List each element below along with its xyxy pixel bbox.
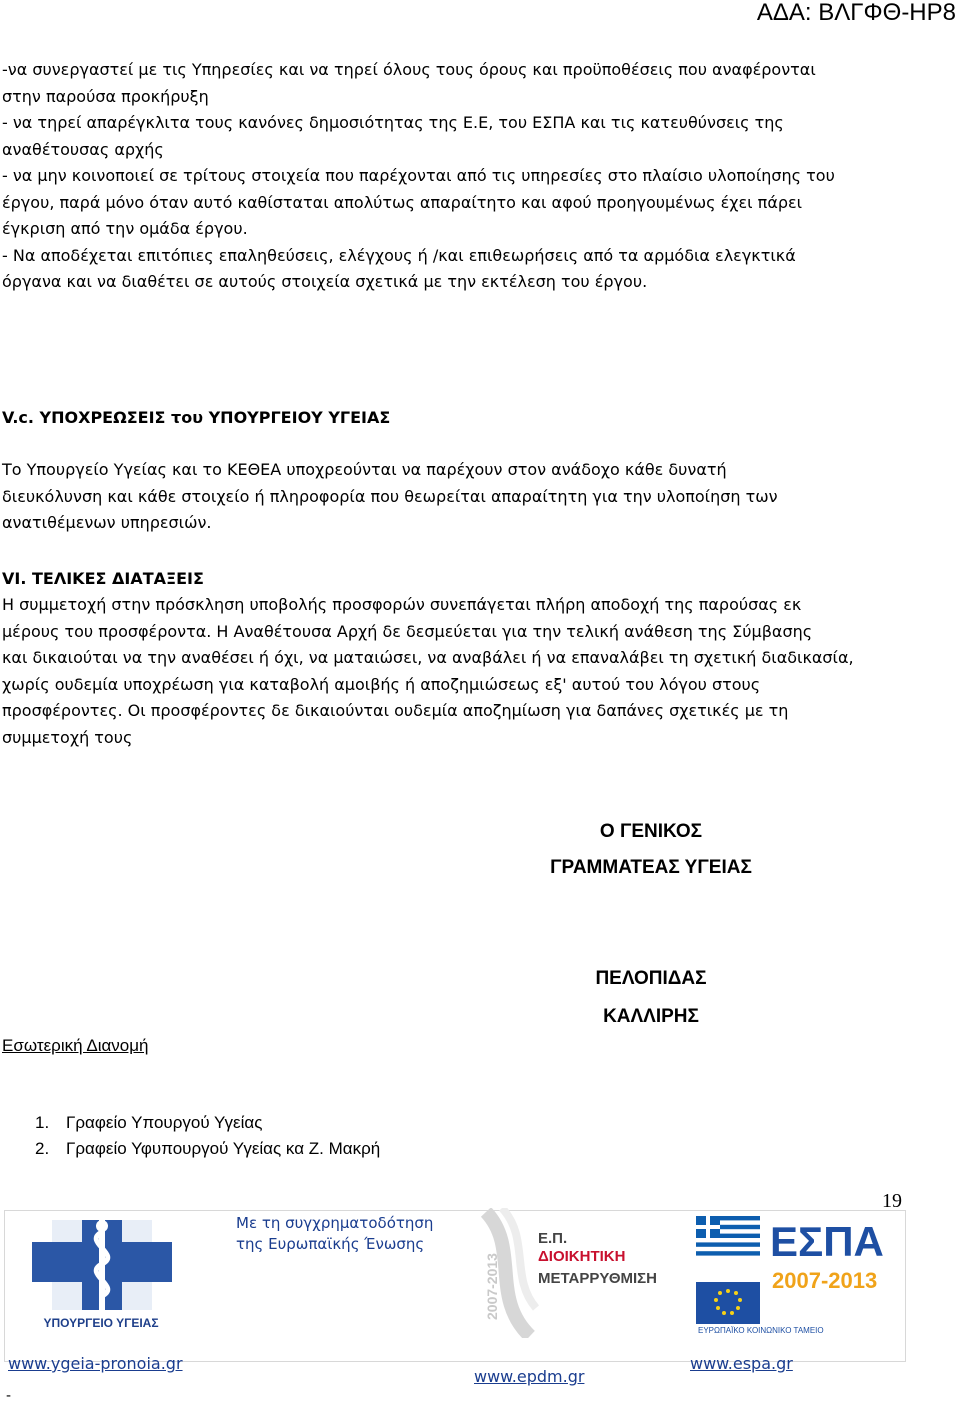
section-vc-heading: V.c. ΥΠΟΧΡΕΩΣΕΙΣ του ΥΠΟΥΡΓΕΙΟΥ ΥΓΕΙΑΣ	[2, 408, 391, 427]
epdm-line2: ΔΙΟΙΚΗΤΙΚΗ	[538, 1248, 626, 1265]
intro-line: - Να αποδέχεται επιτόπιες επαληθεύσεις, ελέγχους ή /και επιθεωρήσεις από τα αρμόδια ελεγκτικά	[2, 245, 796, 265]
section-vi-line: χωρίς ουδεμία υποχρέωση για καταβολή αμοιβής ή αποζημιώσεως εξ' αυτού του λόγου στους	[2, 674, 761, 694]
signature-name-line1: ΠΕΛΟΠΙΔΑΣ	[595, 968, 707, 989]
section-vi-text	[2, 592, 904, 751]
list-number: 1.	[35, 1113, 50, 1132]
trailing-dash: -	[6, 1388, 12, 1404]
signature-title-line1: Ο ΓΕΝΙΚΟΣ	[599, 821, 703, 842]
intro-line: - να μην κοινοποιεί σε τρίτους στοιχεία που παρέχονται από τις υπηρεσίες στο πλαίσιο υλοποίησης του	[2, 166, 835, 185]
intro-line: όργανα και να διαθέτει σε αυτούς στοιχεία σχετικά με την εκτέλεση του έργου.	[2, 272, 648, 291]
caduceus-cross-icon	[8, 1212, 194, 1330]
distribution-title: Εσωτερική Διανομή	[2, 1036, 149, 1055]
page-number: 19	[882, 1190, 902, 1212]
section-vi-heading: VI. ΤΕΛΙΚΕΣ ΔΙΑΤΑΞΕΙΣ	[2, 569, 204, 588]
ministry-logo	[8, 1212, 194, 1330]
section-vi-line: και δικαιούται να την αναθέσει ή όχι, να ματαιώσει, να αναβάλει ή να επαναλάβει τη σχετική διαδικασία,	[2, 648, 854, 667]
link-espa[interactable]: www.espa.gr	[690, 1354, 793, 1373]
intro-line: -να συνεργαστεί με τις Υπηρεσίες και να τηρεί όλους τους όρους και προϋποθέσεις που αναφέρονται	[2, 60, 816, 79]
espa-years: 2007-2013	[772, 1268, 878, 1293]
intro-line: αναθέτουσας αρχής	[2, 139, 164, 159]
signature-title-line2: ΓΡΑΜΜΑΤΕΑΣ ΥΓΕΙΑΣ	[550, 857, 752, 878]
section-vi-line: Η συμμετοχή στην πρόσκληση υποβολής προσφορών συνεπάγεται πλήρη αποδοχή της παρούσας εκ	[2, 595, 802, 614]
section-vc-line: ανατιθέμενων υπηρεσιών.	[2, 513, 212, 532]
section-vi-line: μέρους του προσφέροντα. Η Αναθέτουσα Αρχή δε δεσμεύεται για την τελική ανάθεση της Σύμβασης	[2, 621, 813, 641]
espa-logo	[692, 1212, 900, 1336]
distribution-item-text: Γραφείο Υπουργού Υγείας	[66, 1113, 263, 1132]
intro-line: στην παρούσα προκήρυξη	[2, 86, 209, 106]
espa-title: ΕΣΠΑ	[770, 1218, 884, 1265]
section-vc-line: διευκόλυνση και κάθε στοιχείο ή πληροφορία που θεωρείται απαραίτητη για την υλοποίηση των	[2, 486, 778, 506]
section-vi-line: συμμετοχή τους	[2, 727, 133, 747]
section-vc-text	[2, 457, 904, 537]
epdm-line1: Ε.Π.	[538, 1230, 568, 1247]
espa-fund: ΕΥΡΩΠΑΪΚΟ ΚΟΙΝΩΝΙΚΟ ΤΑΜΕΙΟ	[698, 1326, 824, 1335]
distribution-list	[0, 1110, 380, 1162]
link-epdm[interactable]: www.epdm.gr	[474, 1367, 585, 1386]
epdm-line3: ΜΕΤΑΡΡΥΘΜΙΣΗ	[538, 1270, 657, 1287]
distribution-item-text: Γραφείο Υφυπουργού Υγείας κα Ζ. Μακρή	[66, 1139, 381, 1158]
section-vi-line: προσφέροντες. Οι προσφέροντες δε δικαιούνται ουδεμία αποζημίωση για δαπάνες σχετικές με τη	[2, 701, 789, 720]
ada-code: ΑΔΑ: ΒΛΓΦΘ-ΗΡ8	[756, 0, 956, 26]
ministry-logo-text: ΥΠΟΥΡΓΕΙΟ ΥΓΕΙΑΣ	[43, 1316, 159, 1330]
cofunding-line: Με τη συγχρηματοδότηση	[236, 1214, 434, 1232]
distribution-item	[35, 1110, 380, 1136]
intro-text	[2, 57, 904, 296]
intro-line: - να τηρεί απαρέγκλιτα τους κανόνες δημοσιότητας της Ε.Ε, του ΕΣΠΑ και τις κατευθύνσεις της	[2, 113, 784, 132]
intro-line: έργου, παρά μόνο όταν αυτό καθίσταται απολύτως απαραίτητο και αφού προηγουμένως έχει πάρει	[2, 192, 803, 212]
signature-name-line2: ΚΑΛΛΙΡΗΣ	[603, 1006, 699, 1027]
epdm-years: 2007-2013	[484, 1253, 500, 1320]
link-ygeia-pronoia[interactable]: www.ygeia-pronoia.gr	[8, 1354, 183, 1373]
cofunding-text	[236, 1213, 433, 1255]
distribution-item	[35, 1136, 381, 1162]
section-vc-line: Το Υπουργείο Υγείας και το ΚΕΘΕΑ υποχρεούνται να παρέχουν στον ανάδοχο κάθε δυνατή	[2, 460, 727, 479]
list-number: 2.	[35, 1139, 50, 1158]
epdm-logo	[480, 1208, 680, 1338]
cofunding-line: της Ευρωπαϊκής Ένωσης	[236, 1235, 425, 1253]
intro-line: έγκριση από την ομάδα έργου.	[2, 219, 248, 238]
